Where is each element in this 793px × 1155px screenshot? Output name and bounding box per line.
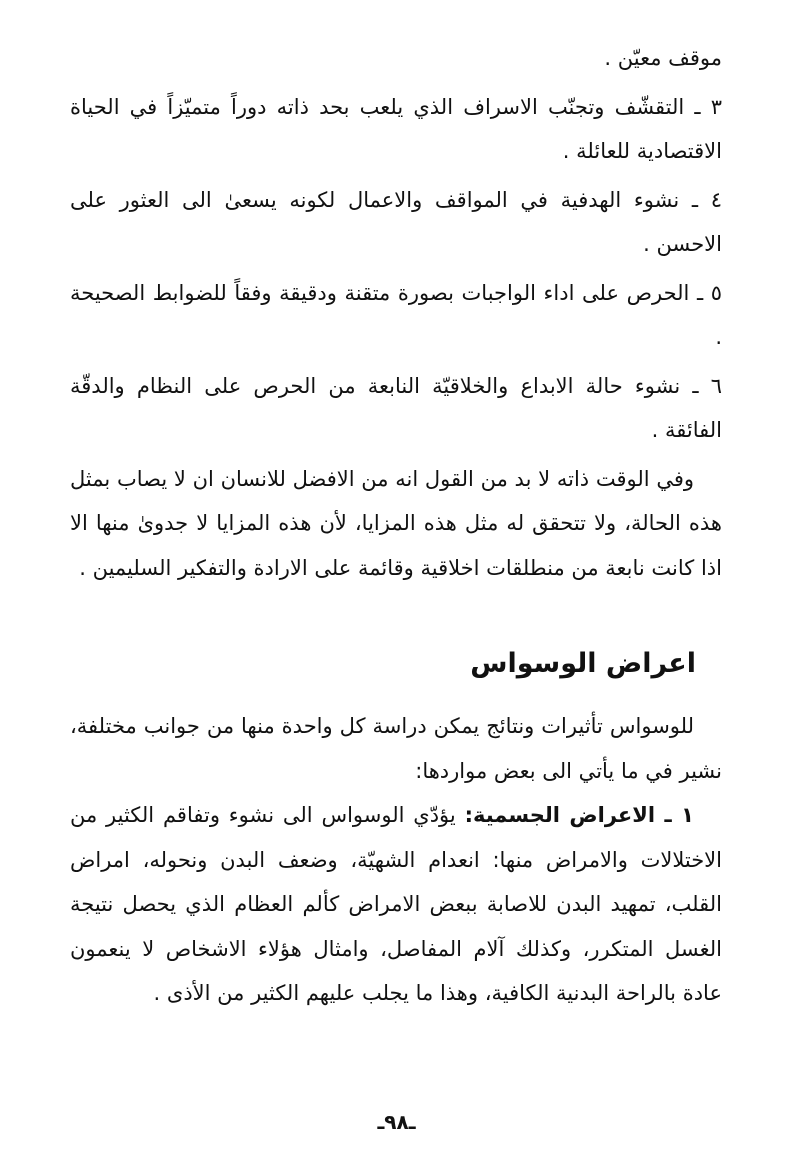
page-body bbox=[70, 36, 722, 1016]
symptom-item-1-body: يؤدّي الوسواس الى نشوء وتفاقم الكثير من الاختلالات والامراض منها: انعدام الشهيّة، وضعف البدن ونحوله، امراض القلب، تمهيد البدن للاصابة ببعض الامراض كألم العظام الذي يحصل نتيجة الغسل المتكرر، وكذلك آلام المفاصل، وامثال هؤلاء الاشخاص لا ينعمون عادة بالراحة البدنية الكافية، وهذا ما يجلب عليهم الكثير من الأذى . bbox=[70, 803, 722, 1005]
list-item-6: ٦ ـ نشوء حالة الابداع والخلاقيّة النابعة من الحرص على النظام والدقّة الفائقة . bbox=[70, 373, 722, 442]
list-item-5: ٥ ـ الحرص على اداء الواجبات بصورة متقنة ودقيقة وفقاً للضوابط الصحيحة . bbox=[70, 280, 722, 349]
closing-paragraph: وفي الوقت ذاته لا بد من القول انه من الافضل للانسان ان لا يصاب بمثل هذه الحالة، ولا تتحقق له مثل هذه المزايا، لأن هذه المزايا لا جدوىٰ منها الا اذا كانت نابعة من منطلقات اخلاقية وقائمة على الارادة والتفكير السليمين . bbox=[70, 466, 722, 580]
section-intro: للوسواس تأثيرات ونتائج يمكن دراسة كل واحدة منها من جوانب مختلفة، نشير في ما يأتي الى بعض مواردها: bbox=[70, 714, 722, 783]
list-item-3: ٣ ـ التقشّف وتجنّب الاسراف الذي يلعب بحد ذاته دوراً متميّزاً في الحياة الاقتصادية للعائلة . bbox=[70, 94, 722, 163]
spacer bbox=[70, 692, 722, 704]
list-item-4: ٤ ـ نشوء الهدفية في المواقف والاعمال لكونه يسعىٰ الى العثور على الاحسن . bbox=[70, 187, 722, 256]
paragraph-continuation: موقف معيّن . bbox=[604, 46, 722, 70]
symptom-item-1 bbox=[70, 793, 722, 1016]
page-number: ـ٩٨ـ bbox=[377, 1110, 416, 1134]
section-spacer bbox=[70, 590, 722, 636]
symptom-item-1-lead: ١ ـ الاعراض الجسمية: bbox=[464, 803, 694, 827]
section-heading: اعراض الوسواس bbox=[470, 648, 696, 679]
